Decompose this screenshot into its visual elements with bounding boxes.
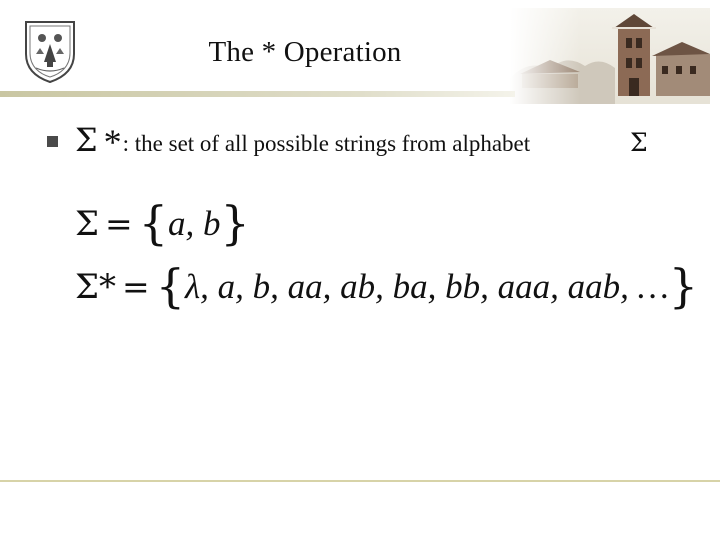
- header-divider: [0, 91, 515, 97]
- slide-title: The * Operation: [208, 36, 402, 68]
- campus-building-photo: [510, 8, 710, 104]
- equation-lhs: Σ*: [75, 267, 117, 307]
- definition-text: : the set of all possible strings from alphabet: [122, 131, 531, 156]
- footer-divider: [0, 480, 720, 482]
- star-symbol: *: [103, 122, 122, 162]
- open-brace: {: [155, 259, 185, 313]
- equals-sign: =: [105, 204, 133, 243]
- close-brace: }: [220, 196, 250, 250]
- set-contents: λ, a, b, aa, ab, ba, bb, aaa, aab, …: [184, 267, 669, 306]
- equals-sign: =: [122, 267, 150, 306]
- alphabet-sigma-symbol: Σ: [630, 128, 648, 157]
- open-brace: {: [138, 196, 168, 250]
- set-contents: a, b: [167, 204, 221, 243]
- equation-lhs: Σ: [75, 204, 100, 244]
- equation-kleene-star: [75, 259, 699, 313]
- equation-alphabet: [75, 196, 250, 250]
- university-emblem-icon: [22, 18, 78, 84]
- bullet-marker: [47, 136, 58, 147]
- close-brace: }: [668, 259, 699, 313]
- bullet-text: [75, 118, 530, 160]
- sigma-symbol: Σ: [75, 121, 98, 159]
